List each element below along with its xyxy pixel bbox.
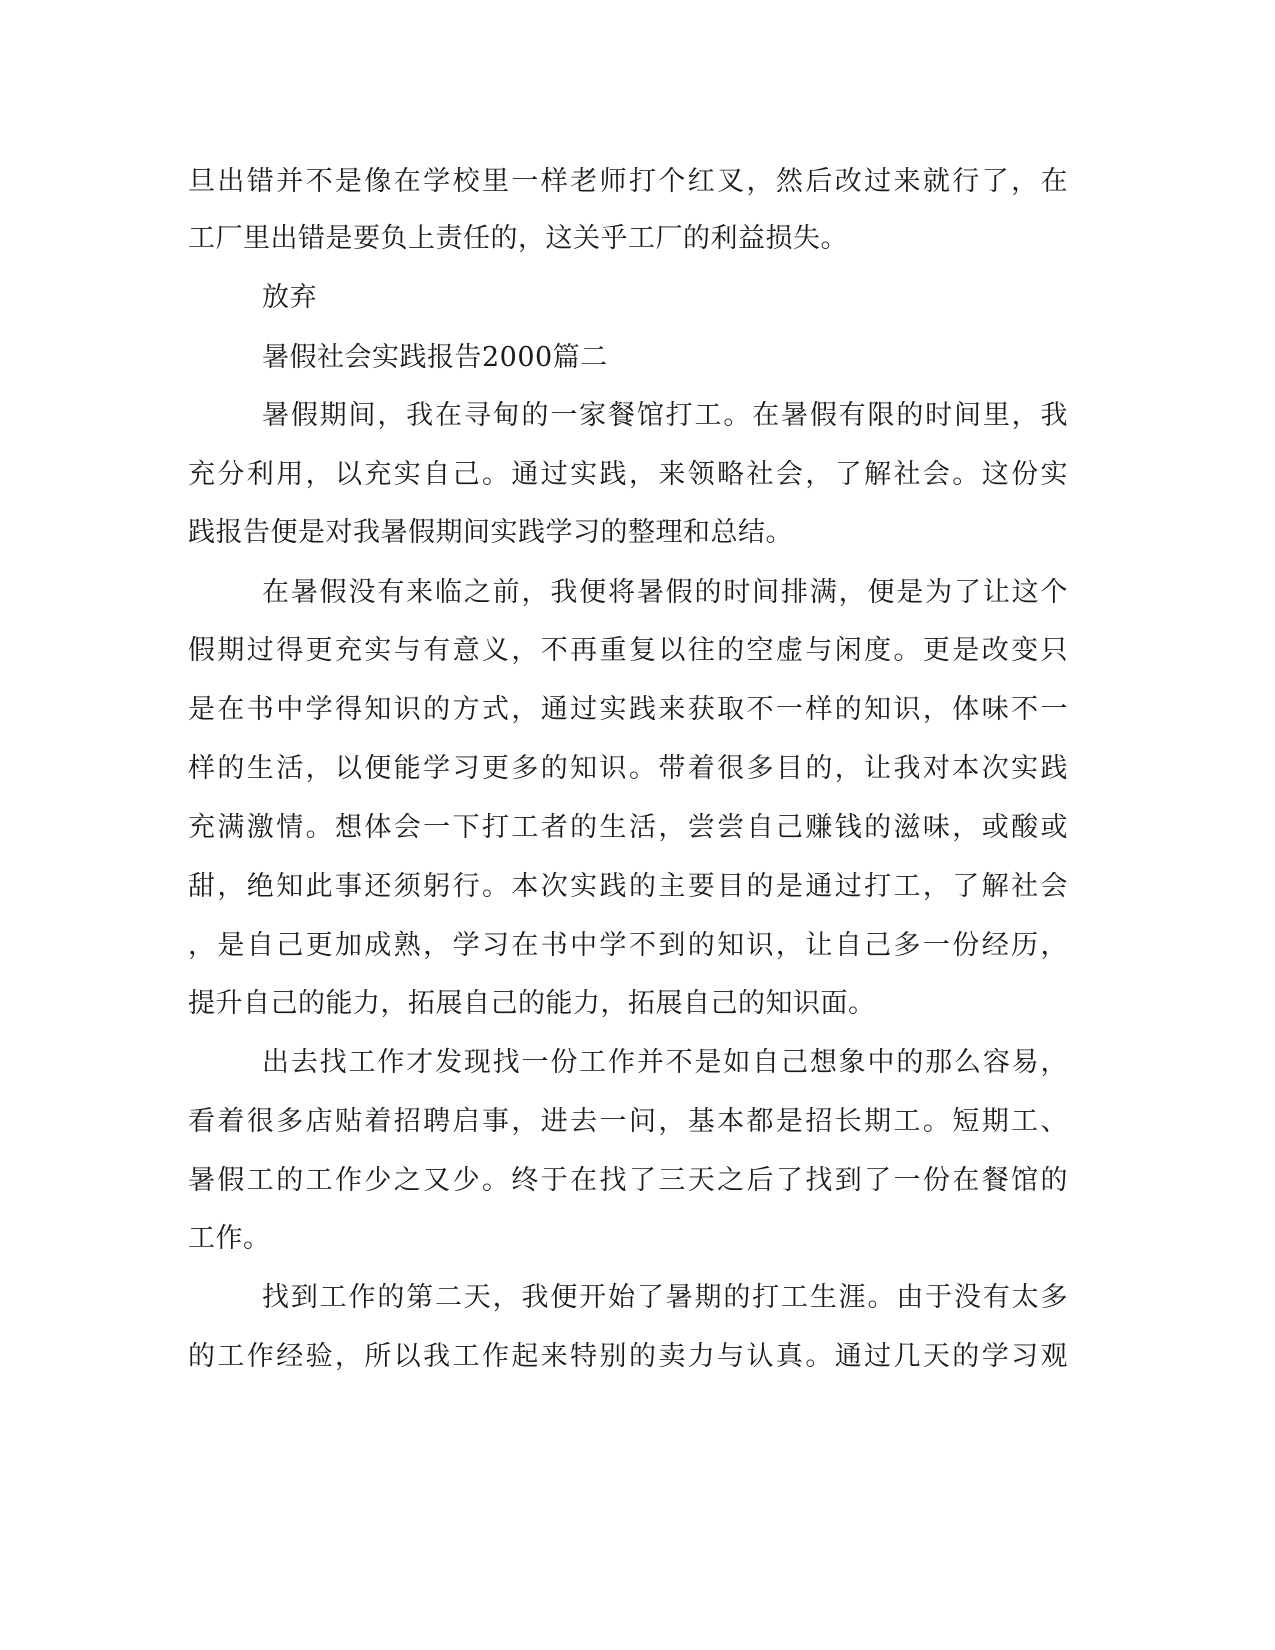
text-line: 提升自己的能力，拓展自己的能力，拓展自己的知识面。	[188, 988, 876, 1019]
text-line: 出去找工作才发现找一份工作并不是如自己想象中的那么容易，	[262, 1047, 1068, 1078]
text-line: 践报告便是对我暑假期间实践学习的整理和总结。	[188, 517, 793, 548]
text-line: 在暑假没有来临之前，我便将暑假的时间排满，便是为了让这个	[262, 577, 1068, 608]
text-line: 充满激情。想体会一下打工者的生活，尝尝自己赚钱的滋味，或酸或	[188, 812, 1068, 843]
text-line: 充分利用，以充实自己。通过实践，来领略社会，了解社会。这份实	[188, 459, 1068, 490]
text-line: 工厂里出错是要负上责任的，这关乎工厂的利益损失。	[188, 223, 848, 254]
text-line: 的工作经验，所以我工作起来特别的卖力与认真。通过几天的学习观	[188, 1341, 1068, 1372]
section-heading: 暑假社会实践报告2000篇二	[262, 342, 608, 373]
text-line: 放弃	[262, 282, 317, 313]
text-line: 甜，绝知此事还须躬行。本次实践的主要目的是通过打工，了解社会	[188, 871, 1068, 902]
text-line: 找到工作的第二天，我便开始了暑期的打工生涯。由于没有太多	[262, 1282, 1068, 1313]
text-line: 看着很多店贴着招聘启事，进去一问，基本都是招长期工。短期工、	[188, 1106, 1068, 1137]
text-line: 样的生活，以便能学习更多的知识。带着很多目的，让我对本次实践	[188, 753, 1068, 784]
text-line: 暑假期间，我在寻甸的一家餐馆打工。在暑假有限的时间里，我	[262, 400, 1068, 431]
text-line: 旦出错并不是像在学校里一样老师打个红叉，然后改过来就行了，在	[188, 166, 1068, 197]
text-line: 假期过得更充实与有意义，不再重复以往的空虚与闲度。更是改变只	[188, 635, 1068, 666]
text-line: 工作。	[188, 1223, 271, 1254]
text-line: 是在书中学得知识的方式，通过实践来获取不一样的知识，体味不一	[188, 694, 1068, 725]
text-line: 暑假工的工作少之又少。终于在找了三天之后了找到了一份在餐馆的	[188, 1165, 1068, 1196]
text-line: ，是自己更加成熟，学习在书中学不到的知识，让自己多一份经历，	[188, 930, 1068, 961]
